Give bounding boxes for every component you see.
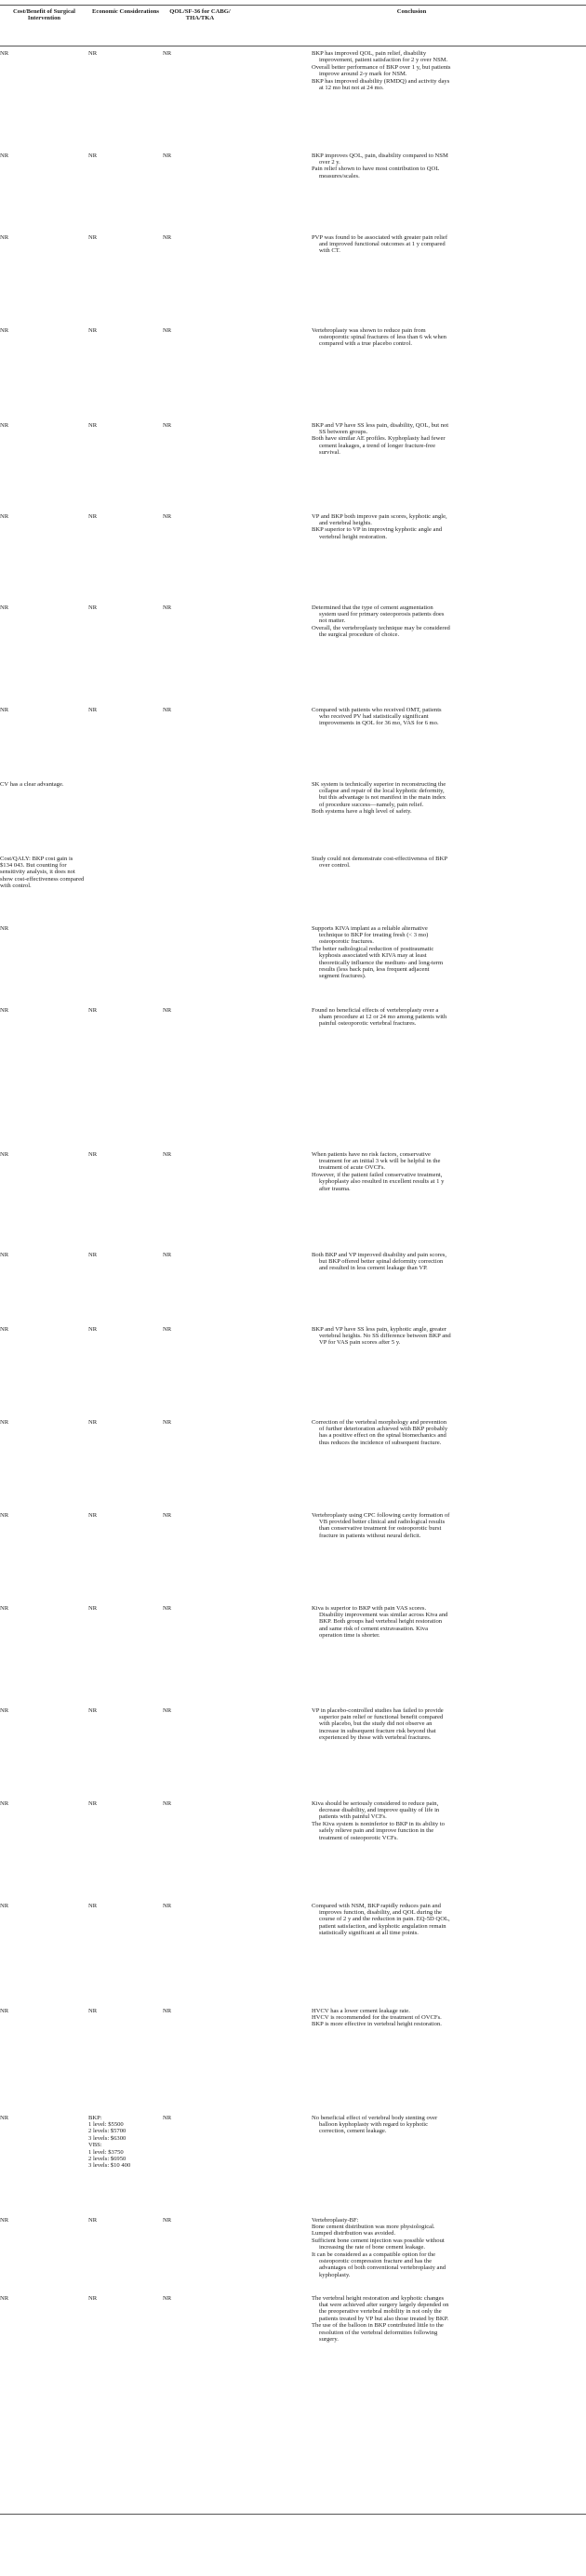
results-table: [0, 5, 586, 2515]
table-row: [0, 46, 586, 149]
table-row: [0, 1601, 586, 1704]
economic-line: BKP:: [88, 2114, 102, 2121]
economic-cell: NR: [88, 421, 98, 429]
conclusion-line: HVCV has a lower cement leakage rate.: [312, 2007, 410, 2014]
table-row: [0, 324, 586, 418]
conclusion-cell: [237, 601, 586, 703]
economic-cell: NR: [88, 2216, 98, 2224]
cost-benefit-cell: NR: [0, 50, 9, 57]
conclusion-text: [312, 1512, 451, 1540]
qol-cell: NR: [163, 1325, 172, 1333]
conclusion-line: Both systems have a high level of safety.: [312, 808, 412, 816]
conclusion-text: [312, 856, 451, 870]
conclusion-line: BKP and VP have SS less pain, kyphotic angle, greater vertebral heights. No SS difference between BKP and VP for VAS pain scores after 5 y.: [312, 1325, 451, 1347]
qol-cell: NR: [163, 1251, 172, 1258]
qol-cell: NR: [163, 1511, 172, 1519]
conclusion-text: [312, 1326, 451, 1347]
cost-benefit-cell: NR: [0, 1799, 9, 1807]
cost-benefit-cell: NR: [0, 1325, 9, 1333]
conclusion-line: HVCV is recommended for the treatment of OVCFs.: [312, 2013, 442, 2021]
economic-cell: NR: [88, 1706, 98, 1714]
economic-cell: NR: [88, 1799, 98, 1807]
conclusion-line: Overall better performance of BKP over 1 y, but patients improve around 2-y mark for NSM.: [312, 63, 451, 78]
cost-benefit-cell: NR: [0, 1902, 9, 1909]
conclusion-cell: [237, 2004, 586, 2111]
conclusion-cell: [237, 703, 586, 777]
conclusion-line: Compared with patients who received OMT, patients who received PV had statistically significant improvements in QOL for 36 mo, VAS for 6 mo.: [312, 706, 442, 727]
economic-cell: NR: [88, 1604, 98, 1612]
table-row: [0, 1148, 586, 1248]
qol-cell: NR: [163, 421, 172, 429]
conclusion-line: PVP was found to be associated with greater pain relief and improved functional outcomes at 1 y compared with CT.: [312, 233, 448, 255]
conclusion-cell: [237, 1248, 586, 1322]
economic-cell: NR: [88, 1325, 98, 1333]
conclusion-line: The use of the balloon in BKP contributed little to the resolution of the vertebral deformities following surgery.: [312, 2322, 444, 2343]
header-economic: Economic Considerations: [88, 6, 163, 46]
conclusion-line: Pain relief shown to have most contribution to QOL measures/scales.: [312, 166, 440, 179]
qol-cell: NR: [163, 2291, 237, 2515]
table-row: [0, 1415, 586, 1508]
cost-benefit-cell: NR: [0, 512, 9, 520]
table-row: [0, 852, 586, 922]
table-row: [0, 922, 586, 1003]
economic-cell: NR: [88, 1418, 98, 1426]
cost-benefit-cell: NR: [0, 326, 9, 334]
conclusion-text: [312, 2008, 451, 2028]
conclusion-cell: [237, 1797, 586, 1899]
conclusion-cell: [237, 1148, 586, 1248]
economic-cell: NR: [88, 2291, 163, 2515]
conclusion-line: BKP has improved disability (RMDQ) and activity days at 12 mo but not at 24 mo.: [312, 77, 450, 92]
qol-cell: NR: [163, 50, 172, 57]
cost-benefit-cell: NR: [0, 2216, 9, 2224]
conclusion-line: SK system is technically superior in reconstructing the collapse and repair of the local kyphotic deformity, but this advantage is not manifest in the main index of procedure success—namely, pain relief.: [312, 780, 446, 808]
conclusion-cell: [237, 418, 586, 510]
conclusion-line: It can be considered as a compatible option for the osteoporotic compression fracture and has the advantages of both conventional vertebroplasty and kyphoplasty.: [312, 2251, 446, 2278]
conclusion-text: [312, 2217, 451, 2279]
conclusion-line: When patients have no risk factors, conservative treatment for an initial 3 wk will be helpful in the treatment of acute OVCFs.: [312, 1150, 441, 1172]
cost-benefit-cell: NR: [0, 2114, 9, 2121]
conclusion-text: [312, 781, 451, 816]
economic-line: 1 level: $5500: [88, 2120, 124, 2128]
conclusion-text: [312, 50, 451, 91]
conclusion-line: Found no beneficial effects of vertebroplasty over a sham procedure at 12 or 24 mo among patients with painful osteoporotic vertebral fractures.: [312, 1006, 447, 1028]
cost-benefit-cell: NR: [0, 1604, 9, 1612]
conclusion-line: BKP is more effective in vertebral height restoration.: [312, 2021, 442, 2028]
qol-cell: NR: [163, 1799, 172, 1807]
qol-cell: NR: [163, 2114, 172, 2121]
cost-benefit-cell: NR: [0, 2291, 88, 2515]
conclusion-text: [312, 422, 451, 457]
qol-cell: NR: [163, 1418, 172, 1426]
economic-cell: NR: [88, 706, 98, 713]
table-row: [0, 418, 586, 510]
table-row: [0, 1248, 586, 1322]
economic-cell: [88, 777, 163, 852]
cost-benefit-cell: NR: [0, 2007, 9, 2014]
conclusion-line: Determined that the type of cement augmentation system used for primary osteoporosis patients does not matter.: [312, 604, 445, 625]
economic-cell: NR: [88, 604, 98, 611]
cost-benefit-cell: NR: [0, 1150, 9, 1158]
conclusion-line: VP and BKP both improve pain scores, kyphotic angle, and vertebral heights.: [312, 512, 447, 526]
conclusion-cell: [237, 231, 586, 324]
conclusion-line: Kiva is superior to BKP with pain VAS scores. Disability improvement was similar across Kiva and BKP. Both groups had vertebral height restoration and same risk of cement extravasation. Kiva operation time is shorter.: [312, 1604, 448, 1640]
conclusion-text: [312, 1800, 451, 1841]
conclusion-text: [312, 2115, 451, 2135]
cost-benefit-cell: NR: [0, 604, 9, 611]
economic-cell: [88, 852, 163, 922]
conclusion-cell: [237, 324, 586, 418]
conclusion-text: [312, 2295, 451, 2344]
conclusion-text: [312, 1903, 451, 1937]
conclusion-line: Both have similar AE profiles. Kyphoplasty had fewer cement leakages, a trend of longer fracture-free survival.: [312, 435, 446, 457]
conclusion-cell: [237, 1601, 586, 1704]
conclusion-line: BKP has improved QOL, pain relief, disability improvement, patient satisfaction for 2 y over NSM.: [312, 50, 448, 64]
qol-cell: NR: [163, 706, 172, 713]
conclusion-line: No beneficial effect of vertebral body stenting over balloon kyphoplasty with regard to kyphotic correction, cement leakage.: [312, 2114, 438, 2135]
economic-cell: NR: [88, 152, 98, 159]
cost-benefit-cell: NR: [0, 1511, 9, 1519]
qol-cell: NR: [163, 1706, 172, 1714]
conclusion-line: Compared with NSM, BKP rapidly reduces pain and improves function, disability, and QOL during the course of 2 y and the reduction in pain. EQ-5D QOL, patient satisfaction, and kyphotic angulation remain statistically significant at all time points.: [312, 1902, 450, 1937]
cost-benefit-cell: NR: [0, 924, 9, 932]
table-row: [0, 1508, 586, 1601]
cost-benefit-cell: NR: [0, 421, 9, 429]
conclusion-text: [312, 153, 451, 180]
cost-benefit-cell: NR: [0, 1706, 9, 1714]
conclusion-line: Sufficient bone cement injection was possible without increasing the rate of bone cement leakage.: [312, 2237, 445, 2251]
economic-line: 2 levels: $5700: [88, 2128, 127, 2135]
economic-line: 2 levels: $6950: [88, 2155, 127, 2162]
qol-cell: NR: [163, 152, 172, 159]
conclusion-line: However, if the patient failed conservative treatment, kyphoplasty also resulted in excellent results at 1 y after trauma.: [312, 1171, 445, 1192]
conclusion-text: [312, 1419, 451, 1447]
qol-cell: NR: [163, 512, 172, 520]
table-row: [0, 1899, 586, 2004]
conclusion-line: Correction of the vertebral morphology and prevention of further deterioration achieved with BKP probably has a positive effect on the spinal biomechanics and thus reduces the incidence of subsequent fracture.: [312, 1418, 448, 1446]
table-row: [0, 777, 586, 852]
table-header-row: [0, 6, 586, 46]
economic-cell: NR: [88, 1150, 98, 1158]
conclusion-cell: [237, 1003, 586, 1148]
conclusion-line: BKP and VP have SS less pain, disability, QOL, but not SS between groups.: [312, 421, 449, 435]
conclusion-line: Overall, the vertebroplasty technique may be considered the surgical procedure of choice.: [312, 624, 450, 639]
cost-benefit-cell: NR: [0, 1006, 9, 1014]
conclusion-text: [312, 604, 451, 639]
economic-cell: NR: [88, 1902, 98, 1909]
qol-cell: NR: [163, 1006, 172, 1014]
conclusion-cell: [237, 852, 586, 922]
economic-cell: [88, 922, 163, 1003]
economic-line: 1 level: $3750: [88, 2148, 124, 2156]
conclusion-text: [312, 1151, 451, 1192]
economic-line: VBS:: [88, 2142, 102, 2149]
conclusion-line: Lumped distribution was avoided.: [312, 2230, 396, 2237]
conclusion-line: Vertebroplasty using CPC following cavity formation of VB provided better clinical and radiological results than conservative treatment for osteoporotic burst fracture in patients without neural deficit.: [312, 1511, 450, 1539]
qol-cell: NR: [163, 233, 172, 241]
conclusion-line: Vertebroplasty was shown to reduce pain from osteoporotic spinal fractures of less than 6 wk when compared with a true placebo control.: [312, 326, 446, 348]
economic-cell: NR: [88, 512, 98, 520]
table-row: [0, 149, 586, 231]
qol-cell: NR: [163, 604, 172, 611]
conclusion-text: [312, 234, 451, 255]
table-body: [0, 46, 586, 2515]
table-row: [0, 1797, 586, 1899]
economic-cell: NR: [88, 326, 98, 334]
table-row: [0, 1003, 586, 1148]
economic-line: 3 levels: $10 400: [88, 2162, 131, 2170]
conclusion-text: [312, 707, 451, 727]
economic-cell: NR: [88, 1511, 98, 1519]
economic-cell: NR: [88, 1251, 98, 1258]
conclusion-cell: [237, 777, 586, 852]
economic-cell: NR: [88, 2007, 98, 2014]
conclusion-cell: [237, 1704, 586, 1797]
conclusion-text: [312, 1007, 451, 1028]
qol-cell: NR: [163, 326, 172, 334]
conclusion-line: Supports KIVA implant as a reliable alternative technique to BKP for treating fresh (< 3 mo) osteoporotic fractures.: [312, 924, 429, 946]
table-row: [0, 2004, 586, 2111]
conclusion-line: The better radiological reduction of posttraumatic kyphosis associated with KIVA may at least theoretically influence the medium- and long-term results (less back pain, less frequent adjacent segment fractures).: [312, 945, 444, 980]
qol-cell: [163, 777, 237, 852]
conclusion-line: BKP improves QOL, pain, disability compared to NSM over 2 y.: [312, 152, 448, 166]
conclusion-cell: [237, 1899, 586, 2004]
conclusion-line: The Kiva system is noninferior to BKP in its ability to safely relieve pain and improve function in the treatment of osteoporotic VCFs.: [312, 1820, 445, 1841]
table-row: [0, 2213, 586, 2291]
conclusion-text: [312, 1707, 451, 1742]
cost-benefit-cell: NR: [0, 152, 9, 159]
conclusion-cell: [237, 510, 586, 601]
conclusion-line: The vertebral height restoration and kyphotic changes that were achieved after surgery largely depended on the preoperative vertebral mobility in not only the patients treated by VP but also those treated by BKP.: [312, 2294, 449, 2322]
economic-cell: NR: [88, 50, 98, 57]
conclusion-cell: [237, 46, 586, 149]
conclusion-cell: [237, 2111, 586, 2213]
conclusion-text: [312, 925, 451, 980]
cost-benefit-cell: NR: [0, 706, 9, 713]
conclusion-cell: [237, 922, 586, 1003]
qol-cell: NR: [163, 1150, 172, 1158]
table-row: [0, 2291, 586, 2515]
table-row: [0, 1704, 586, 1797]
cost-benefit-cell: NR: [0, 1418, 9, 1426]
qol-cell: [163, 852, 237, 922]
conclusion-text: [312, 327, 451, 348]
table-row: [0, 231, 586, 324]
cost-benefit-cell: Cost/QALY: BKP cost gain is $134 043. But counting for sensitivity analysis, it does not show cost-effectiveness compared with control.: [0, 855, 85, 890]
table-row: [0, 510, 586, 601]
conclusion-line: Study could not demonstrate cost-effectiveness of BKP over control.: [312, 855, 447, 869]
qol-cell: NR: [163, 1604, 172, 1612]
conclusion-text: [312, 513, 451, 541]
conclusion-line: Vertebroplasty-BF:: [312, 2216, 359, 2224]
conclusion-line: BKP superior to VP in improving kyphotic angle and vertebral height restoration.: [312, 526, 443, 540]
economic-line: 3 levels: $6300: [88, 2134, 127, 2142]
conclusion-line: Bone cement distribution was more physiological.: [312, 2223, 435, 2230]
cost-benefit-cell: NR: [0, 1251, 9, 1258]
economic-cell: NR: [88, 233, 98, 241]
economic-cell: [88, 2111, 163, 2213]
qol-cell: NR: [163, 2007, 172, 2014]
header-conclusion: Conclusion: [237, 6, 586, 46]
conclusion-cell: [237, 1415, 586, 1508]
table-row: [0, 2111, 586, 2213]
header-cost-benefit: Cost/Benefit of Surgical Intervention: [0, 6, 88, 46]
qol-cell: NR: [163, 1902, 172, 1909]
conclusion-text: [312, 1252, 451, 1272]
conclusion-text: [312, 1605, 451, 1640]
conclusion-cell: [237, 2213, 586, 2291]
cost-benefit-cell: NR: [0, 233, 9, 241]
conclusion-cell: [237, 1508, 586, 1601]
cost-benefit-cell: CV has a clear advantage.: [0, 780, 64, 788]
table-row: [0, 703, 586, 777]
qol-cell: [163, 922, 237, 1003]
table-row: [0, 1322, 586, 1415]
header-qol: QOL/SF-36 for CABG/ THA/TKA: [163, 6, 237, 46]
table-row: [0, 601, 586, 703]
conclusion-line: VP in placebo-controlled studies has failed to provide superior pain relief or functional benefit compared with placebo, but the study did not observe an increase in subsequent fracture risk beyond that experienced by those with vertebral fractures.: [312, 1706, 444, 1742]
conclusion-cell: [237, 149, 586, 231]
qol-cell: NR: [163, 2216, 172, 2224]
conclusion-cell: [237, 1322, 586, 1415]
conclusion-line: Both BKP and VP improved disability and pain scores, but BKP offered better spinal deformity correction and resulted in less cement leakage than VP.: [312, 1251, 446, 1272]
conclusion-cell: [237, 2291, 586, 2515]
economic-cell: NR: [88, 1006, 98, 1014]
conclusion-line: Kiva should be seriously considered to reduce pain, decrease disability, and improve quality of life in patients with painful VCFs.: [312, 1799, 440, 1821]
